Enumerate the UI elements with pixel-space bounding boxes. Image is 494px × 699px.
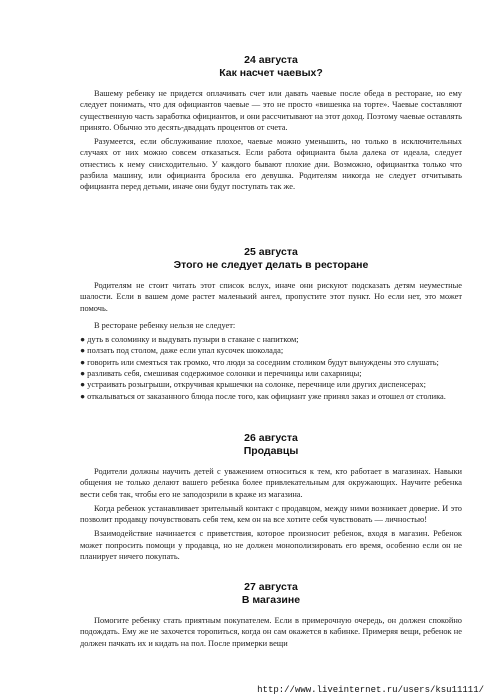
section-august-24 <box>80 54 462 196</box>
section-date: 24 августа <box>244 54 298 66</box>
paragraph: Когда ребенок устанавливает зрительный контакт с продавцом, между ними возникает доверие. И это позволит продавцу почувствовать себя тем, кем он на все хотите себя чувствовать — личностью! <box>80 503 462 525</box>
paragraph: Помогите ребенку стать приятным покупателем. Если в примерочную очередь, он должен спокойно подождать. Ему же не захочется торопиться, когда он сам окажется в кабинке. Примеряя вещи, ребенок не должен пачкать их и кидать на пол. После примерки вещи <box>80 616 462 648</box>
section-heading: Как насчет чаевых? <box>219 67 323 79</box>
list-item: ● дуть в соломинку и выдувать пузыри в стакане с напитком; <box>80 335 299 345</box>
footer-url: http://www.liveinternet.ru/users/ksu11111/ <box>257 685 484 695</box>
paragraph: Вашему ребенку не придется оплачивать счет или давать чаевые после обеда в ресторане, но ему следует понимать, что для официантов чаевые — это не просто «вишенка на торте». Чаевые составляют существенную часть заработка официантов, и они рассчитывают на этот доход. Поэтому чаевые оставлять принято. Обычно это десять-двадцать процентов от счета. <box>80 89 462 132</box>
paragraph: Взаимодействие начинается с приветствия, которое произносит ребенок, входя в магазин. Ребенок может попросить помощи у продавца, но не должен монополизировать его время, особенно если он не планирует ничего покупать. <box>80 529 462 562</box>
section-heading: Продавцы <box>243 445 299 457</box>
paragraph: Разумеется, если обслуживание плохое, чаевые можно уменьшить, но только в исключительных случаях от них можно совсем отказаться. Если работа официанта была далека от идеала, следует отнестись к нему снисходительно. У каждого бывают плохие дни. Возможно, официантка только что разбила машину, или официанта бросила его девушка. Родителям никогда не следует отчитывать официанта перед детьми, иначе они будут поступать так же. <box>80 137 462 192</box>
section-date: 26 августа <box>244 432 298 444</box>
list-item: ● говорить или смеяться так громко, что люди за соседним столиком будут вынуждены это слушать; <box>80 357 439 367</box>
section-heading: В магазине <box>241 594 301 606</box>
list-item: ● ползать под столом, даже если упал кусочек шоколада; <box>80 346 284 356</box>
list-title: В ресторане ребенку нельзя не следует: <box>94 320 236 330</box>
section-date: 25 августа <box>244 246 298 258</box>
list-item: ● откалываться от заказанного блюда после того, как официант уже принял заказ и отошел от столика. <box>80 391 446 401</box>
section-august-27 <box>80 581 462 652</box>
paragraph: Родителям не стоит читать этот список вслух, иначе они рискуют подсказать детям неуместные шалости. Если в вашем доме растет маленький ангел, пропустите этот пункт. Но если нет, это может помочь. <box>80 281 462 313</box>
section-heading: Этого не следует делать в ресторане <box>173 259 369 271</box>
list-item: ● разливать себя, смешивая содержимое солонки и перечницы или сахарницы; <box>80 369 362 379</box>
section-august-26 <box>80 432 462 565</box>
paragraph: Родители должны научить детей с уважением относиться к тем, кто работает в магазинах. Навыки общения не только делают вашего ребенка более привлекательным для окружающих. Научите ребенка вести себя так, чтобы его не заподозрили в краже из магазина. <box>80 467 462 499</box>
section-date: 27 августа <box>244 581 298 593</box>
section-august-25 <box>80 246 462 402</box>
list-item: ● устраивать розыгрыши, откручивая крышечки на солонке, перечнице или других диспенсерах; <box>80 380 426 390</box>
